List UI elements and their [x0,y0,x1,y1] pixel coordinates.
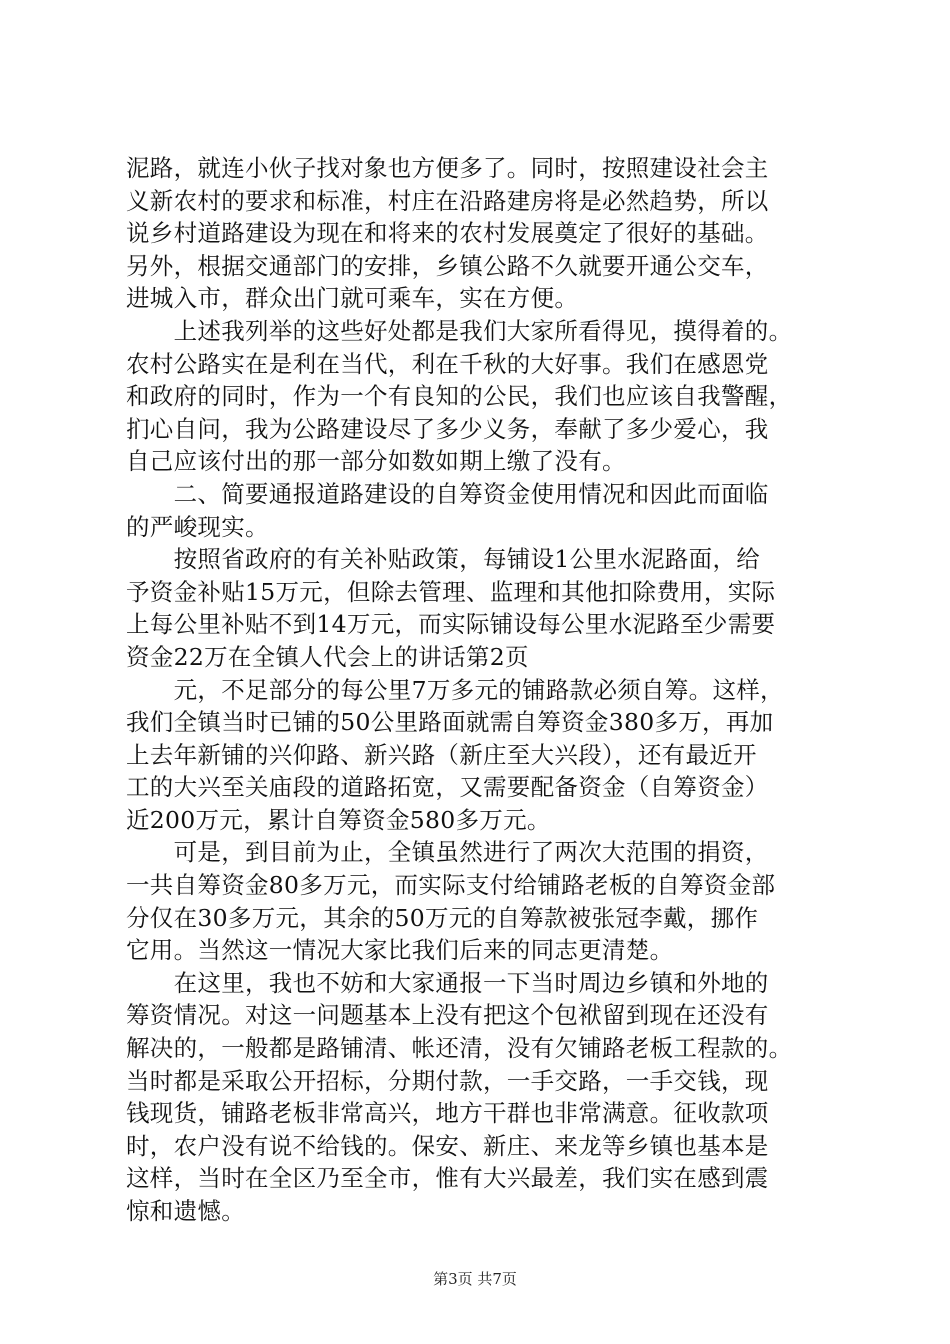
document-body [126,152,846,1228]
text-line: 当时都是采取公开招标，分期付款，一手交路，一手交钱，现 [126,1066,769,1095]
text-line: 钱现货，铺路老板非常高兴，地方干群也非常满意。征收款项 [126,1099,769,1128]
text-line: 它用。当然这一情况大家比我们后来的同志更清楚。 [126,936,674,965]
text-line: 一共自筹资金80多万元，而实际支付给铺路老板的自筹资金部 [126,871,776,900]
text-line: 惊和遗憾。 [126,1197,245,1225]
text-line: 资金22万在全镇人代会上的讲话第2页 [126,642,529,671]
text-line: 按照省政府的有关补贴政策，每铺设1公里水泥路面，给 [126,545,761,574]
text-line: 时，农户没有说不给钱的。保安、新庄、来龙等乡镇也基本是 [126,1131,769,1160]
text-line: 可是，到目前为止，全镇虽然进行了两次大范围的捐资， [126,838,769,867]
text-line: 上述我列举的这些好处都是我们大家所看得见，摸得着的。 [126,316,793,345]
text-line: 上去年新铺的兴仰路、新兴路（新庄至大兴段），还有最近开 [126,740,757,769]
text-line: 和政府的同时，作为一个有良知的公民，我们也应该自我警醒， [126,382,793,411]
text-line: 工的大兴至关庙段的道路拓宽，又需要配备资金（自筹资金） [126,773,769,802]
text-line: 泥路，就连小伙子找对象也方便多了。同时，按照建设社会主 [126,154,769,182]
text-line: 解决的，一般都是路铺清、帐还清，没有欠铺路老板工程款的。 [126,1034,793,1063]
text-line: 进城入市，群众出门就可乘车，实在方便。 [126,284,579,313]
section-heading-line: 的严峻现实。 [126,512,269,541]
page-footer [0,1268,950,1289]
text-line: 我们全镇当时已铺的50公里路面就需自筹资金380多万，再加 [126,708,774,737]
text-line: 在这里，我也不妨和大家通报一下当时周边乡镇和外地的 [126,968,769,997]
text-line: 扪心自问，我为公路建设尽了多少义务，奉献了多少爱心，我 [126,414,769,443]
text-line: 自己应该付出的那一部分如数如期上缴了没有。 [126,447,626,476]
text-line: 分仅在30多万元，其余的50万元的自筹款被张冠李戴，挪作 [126,903,759,932]
text-line: 元，不足部分的每公里7万多元的铺路款必须自筹。这样， [126,675,784,704]
text-line: 农村公路实在是利在当代，利在千秋的大好事。我们在感恩党 [126,349,769,378]
text-line: 上每公里补贴不到14万元，而实际铺设每公里水泥路至少需要 [126,610,776,639]
text-line: 近200万元，累计自筹资金580多万元。 [126,805,551,834]
text-line: 予资金补贴15万元，但除去管理、监理和其他扣除费用，实际 [126,577,776,606]
text-line: 另外，根据交通部门的安排，乡镇公路不久就要开通公交车， [126,251,769,280]
text-line: 说乡村道路建设为现在和将来的农村发展奠定了很好的基础。 [126,219,769,248]
section-heading-line: 二、简要通报道路建设的自筹资金使用情况和因此而面临 [126,479,769,508]
text-line: 这样，当时在全区乃至全市，惟有大兴最差，我们实在感到震 [126,1164,769,1193]
text-line: 义新农村的要求和标准，村庄在沿路建房将是必然趋势，所以 [126,186,769,215]
text-line: 筹资情况。对这一问题基本上没有把这个包袱留到现在还没有 [126,1001,769,1030]
page-number-label: 第3页 共7页 [433,1270,517,1288]
